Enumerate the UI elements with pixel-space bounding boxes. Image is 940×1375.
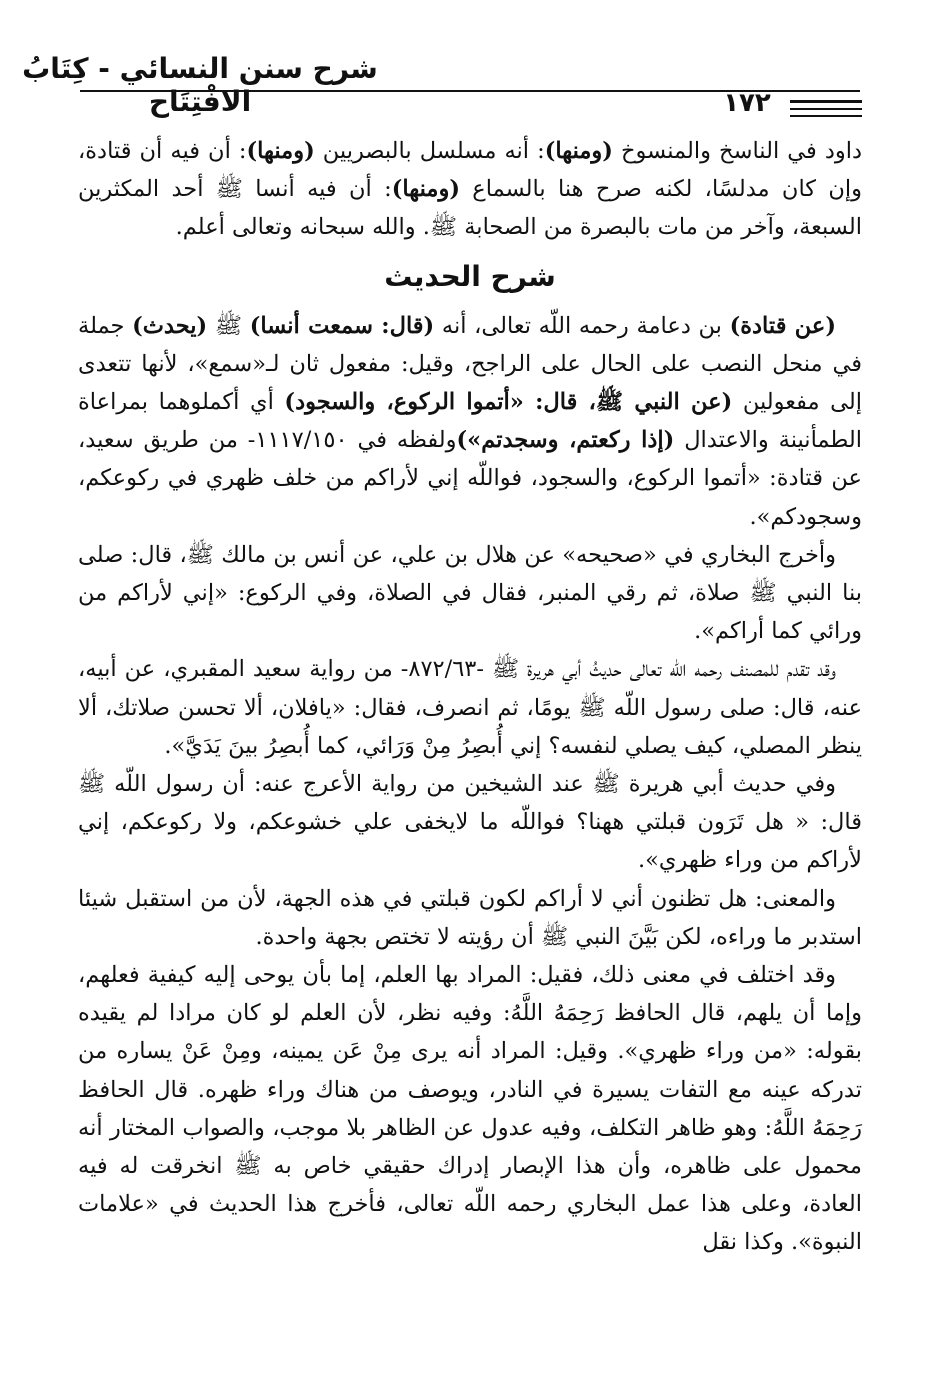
paragraph-2: وأخرج البخاري في «صحيحه» عن هلال بن علي، عن أنس بن مالك ﷺ، قال: صلى بنا النبي ﷺ صلاة، ثم رقي المنبر، فقال في الصلاة، وفي الركوع: «إني لأراكم من ورائي كما أراكم». (78, 541, 862, 645)
header-ornament-rule (790, 100, 862, 103)
body-text (78, 132, 862, 1262)
header-ornament-rule (790, 115, 862, 117)
intro-paragraph: داود في الناسخ والمنسوخ (ومنها): أنه مسلسل بالبصريين (ومنها): أن فيه أن قتادة، وإن كان مدلسًا، لكنه صرح هنا بالسماع (ومنها): أن فيه أنسا ﷺ أحد المكثرين السبعة، وآخر من مات بالبصرة من الصحابة ﷺ. والله سبحانه وتعالى أعلم. (78, 138, 862, 241)
page-number: ١٧٢ (723, 88, 771, 118)
section-title: شرح الحديث (384, 259, 556, 293)
header-ornament-rule (790, 108, 862, 110)
paragraph-3: وقد تقدم للمصنف رحمه اللّه تعالى حديثُ أبي هريرة ﷺ -٨٧٢/٦٣- من رواية سعيد المقبري، عن أبيه، عنه، قال: صلى رسول اللّه ﷺ يومًا، ثم انصرف، فقال: «يافلان، ألا تحسن صلاتك، ألا ينظر المصلي، كيف يصلي لنفسه؟ إني أُبصِرُ مِنْ وَرَائي، كما أُبصِرُ بينَ يَدَيَّ». (78, 656, 862, 759)
running-header-title: شرح سنن النسائي - كِتَابُ الافْتِتَاح (22, 52, 378, 118)
paragraph-5: والمعنى: هل تظنون أني لا أراكم لكون قبلتي في هذه الجهة، لأن من استقبل شيئا استدبر ما وراءه، لكن بَيَّنَ النبي ﷺ أن رؤيته لا تختص بجهة واحدة. (78, 885, 862, 950)
paragraph-1: (عن قتادة) بن دعامة رحمه اللّه تعالى، أنه (قال: سمعت أنسا) ﷺ (يحدث) جملة في منحل النصب على الحال على الراجح، وقيل: مفعول ثان لـ«سمع»، لأنها تتعدى إلى مفعولين (عن النبي ﷺ، قال: «أتموا الركوع، والسجود) أي أكملوهما بمراعاة الطمأنينة والاعتدال (إذا ركعتم، وسجدتم»)ولفظه في ١١١٧/١٥٠- من طريق سعيد، عن قتادة: «أتموا الركوع، والسجود، فواللّه إني لأراكم من خلف ظهري في ركوعكم، وسجودكم». (78, 312, 862, 530)
paragraph-6: وقد اختلف في معنى ذلك، فقيل: المراد بها العلم، إما بأن يوحى إليه كيفية فعلهم، وإما أن يلهم، قال الحافظ رَحِمَهُ اللَّهُ: وفيه نظر، لأن العلم لو كان مرادا لم يقيده بقوله: «من وراء ظهري». وقيل: المراد أنه يرى مِنْ عَن يمينه، ومِنْ عَنْ يساره من تدركه عينه مع التفات يسيرة في النادر، ويوصف من هناك وراء ظهره. قال الحافظ رَحِمَهُ اللَّهُ: وهو ظاهر التكلف، وفيه عدول عن الظاهر بلا موجب، والصواب المختار أنه محمول على ظاهره، وأن هذا الإبصار إدراك حقيقي خاص به ﷺ انخرقت له فيه العادة، وعلى هذا عمل البخاري رحمه اللّه تعالى، فأخرج هذا الحديث في «علامات النبوة». وكذا نقل (78, 962, 862, 1256)
paragraph-4: وفي حديث أبي هريرة ﷺ عند الشيخين من رواية الأعرج عنه: أن رسول اللّه ﷺ قال: « هل تَرَون قبلتي ههنا؟ فواللّه ما لايخفى علي خشوعكم، ولا ركوعكم، إني لأراكم من وراء ظهري». (78, 771, 862, 874)
